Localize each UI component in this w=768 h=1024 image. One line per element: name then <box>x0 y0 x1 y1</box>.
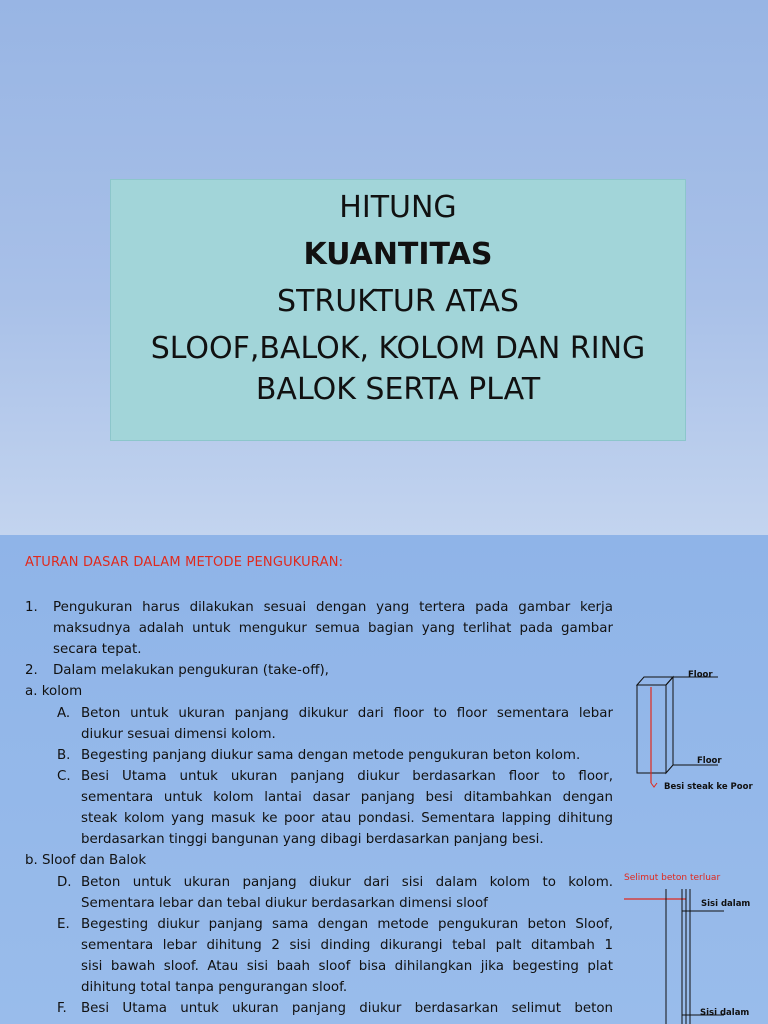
column-beam-diagram <box>620 663 768 1024</box>
list-text: berdasarkan tinggi bangunan yang dibagi berdasarkan panjang besi. <box>81 832 544 847</box>
list-letter: F. <box>57 1001 67 1016</box>
title-line-sloof: SLOOF,BALOK, KOLOM DAN RING <box>150 331 646 366</box>
list-text: secara tepat. <box>53 642 142 657</box>
besi-steak-label: Besi steak ke Poor <box>664 782 753 792</box>
list-letter: B. <box>57 748 71 763</box>
title-line-balok: BALOK SERTA PLAT <box>255 372 541 407</box>
list-text: dihitung total tanpa pengurangan sloof. <box>81 980 348 995</box>
list-text: Beton untuk ukuran panjang diukur dari sisi dalam kolom to kolom. <box>81 875 613 890</box>
list-text: maksudnya adalah untuk mengukur semua bagian yang terlihat pada gambar <box>53 621 613 636</box>
selimut-label: Selimut beton terluar <box>624 873 721 883</box>
list-letter: D. <box>57 875 72 890</box>
list-text: Beton untuk ukuran panjang dikukur dari floor to floor sementara lebar <box>81 706 613 721</box>
list-text: sisi bawah sloof. Atau sisi baah sloof bisa dihilangkan jika begesting plat <box>81 959 613 974</box>
floor-top-label: Floor <box>688 670 713 680</box>
sisi-dalam-bottom-label: Sisi dalam <box>700 1008 750 1018</box>
title-line-hitung: HITUNG <box>339 190 457 225</box>
list-letter: A. <box>57 706 71 721</box>
content-slide <box>0 535 768 1024</box>
section-heading: ATURAN DASAR DALAM METODE PENGUKURAN: <box>25 555 344 570</box>
list-text: diukur sesuai dimensi kolom. <box>81 727 276 742</box>
list-number: 2. <box>25 663 38 678</box>
list-letter: C. <box>57 769 71 784</box>
list-text: sementara untuk kolom lantai dasar panjang besi ditambahkan dengan <box>81 790 613 805</box>
title-line-kuantitas: KUANTITAS <box>303 237 493 272</box>
list-text: Dalam melakukan pengukuran (take-off), <box>53 663 329 678</box>
title-line-struktur: STRUKTUR ATAS <box>277 284 519 319</box>
list-text: Begesting panjang diukur sama dengan metode pengukuran beton kolom. <box>81 748 581 763</box>
list-text: Begesting diukur panjang sama dengan metode pengukuran beton Sloof, <box>81 917 613 932</box>
list-text: Pengukuran harus dilakukan sesuai dengan yang tertera pada gambar kerja <box>53 600 613 615</box>
sisi-dalam-top-label: Sisi dalam <box>701 899 751 909</box>
list-text: steak kolom yang masuk ke poor atau pondasi. Sementara lapping dihitung <box>81 811 613 826</box>
list-text: Sementara lebar dan tebal diukur berdasarkan dimensi sloof <box>81 896 488 911</box>
subsection-label: b. Sloof dan Balok <box>25 853 147 868</box>
list-text: Besi Utama untuk ukuran panjang diukur berdasarkan selimut beton <box>81 1001 613 1016</box>
floor-bottom-label: Floor <box>697 756 722 766</box>
list-number: 1. <box>25 600 38 615</box>
diagram-drawing <box>620 663 768 1024</box>
list-text: Besi Utama untuk ukuran panjang diukur berdasarkan floor to floor, <box>81 769 613 784</box>
list-text: sementara lebar dihitung 2 sisi dinding dikurangi tebal palt ditambah 1 <box>81 938 613 953</box>
subsection-label: a. kolom <box>25 684 83 699</box>
list-letter: E. <box>57 917 70 932</box>
title-box <box>110 179 686 441</box>
